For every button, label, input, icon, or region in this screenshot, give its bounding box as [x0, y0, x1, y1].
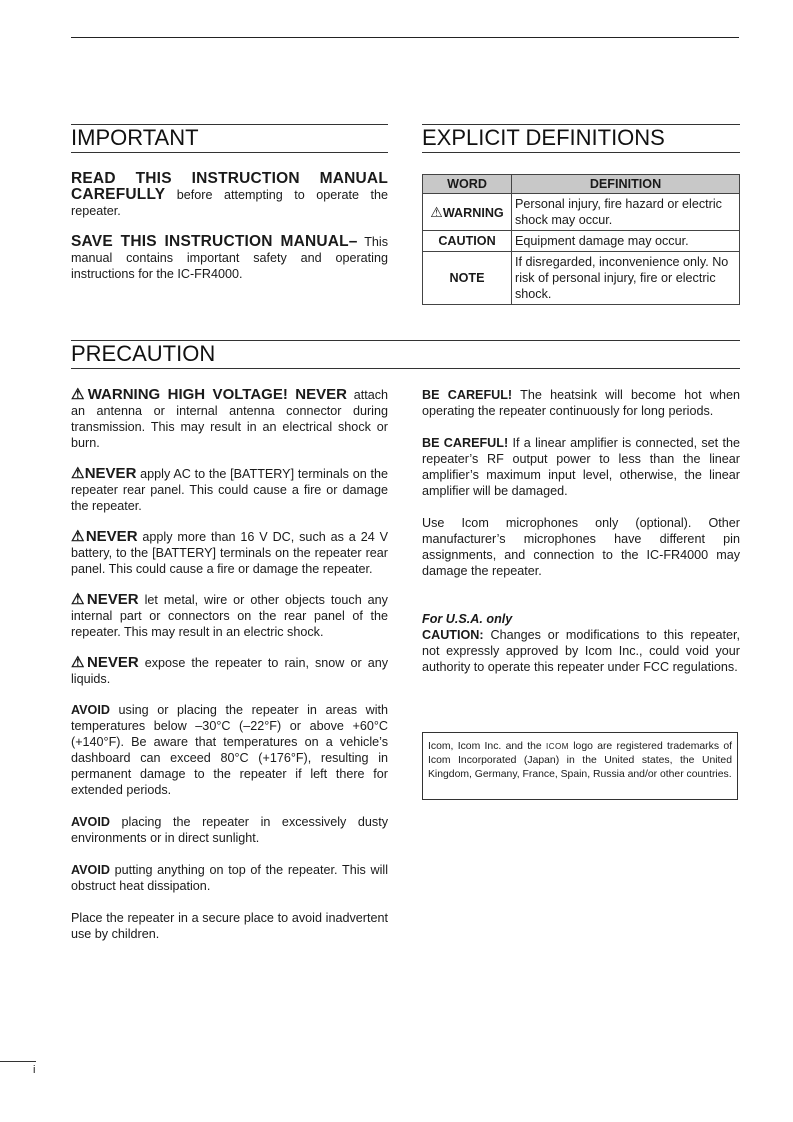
important-rule-bottom	[71, 152, 388, 153]
never-ac	[71, 466, 388, 514]
definition-warning: Personal injury, fire hazard or electric shock may occur.	[512, 194, 740, 231]
word-caution: CAUTION	[423, 231, 512, 252]
para-lead: NEVER	[85, 528, 138, 545]
careful-heatsink	[422, 387, 740, 419]
warning-high-voltage	[71, 387, 388, 451]
never-metal	[71, 592, 388, 640]
word-warning	[423, 194, 512, 231]
important-body	[71, 171, 388, 282]
para-lead: CAUTION:	[422, 628, 484, 642]
usa-caution	[422, 627, 740, 675]
footer-rule	[0, 1061, 36, 1062]
para-lead: AVOID	[71, 815, 110, 829]
para-lead: AVOID	[71, 863, 110, 877]
word-warning-label: WARNING	[442, 205, 504, 220]
table-row	[423, 194, 740, 231]
table-header-row	[423, 175, 740, 194]
para-text: apply more than 16 V DC, such as a 24 V battery, to the [BATTERY] terminals on the repeater rear panel. This could cause a fire or damage the repeater.	[71, 530, 388, 576]
para-text: expose the repeater to rain, snow or any liquids.	[71, 656, 388, 686]
save-text: This manual contains important safety and operating instructions for the IC-FR4000.	[71, 235, 388, 281]
precaution-rule-bottom	[71, 368, 740, 369]
para-text: Changes or modifications to this repeater, not expressly approved by Icom Inc., could void your authority to operate this repeater under FCC regulations.	[422, 628, 740, 674]
para-lead: BE CAREFUL!	[422, 388, 513, 402]
para-lead: NEVER	[84, 465, 137, 482]
page-number: i	[33, 1064, 36, 1076]
read-paragraph	[71, 171, 388, 219]
warning-triangle-icon: ⚠	[71, 386, 88, 403]
secure-place: Place the repeater in a secure place to avoid inadvertent use by children.	[71, 911, 388, 941]
para-lead: WARNING HIGH VOLTAGE! NEVER	[87, 386, 347, 403]
para-lead: NEVER	[86, 591, 139, 608]
para-text: The heatsink will become hot when operating the repeater continuously for long periods.	[422, 388, 740, 418]
avoid-top	[71, 862, 388, 894]
icom-logo: ICOM	[546, 742, 569, 751]
trademark-text-before: Icom, Icom Inc. and the	[428, 741, 547, 752]
warning-triangle-icon: ⚠	[430, 203, 443, 220]
read-lead: READ THIS INSTRUCTION MANUAL CAREFULLY	[71, 170, 388, 203]
trademark-box	[422, 732, 738, 800]
precaution-title: PRECAUTION	[71, 341, 216, 366]
definition-caution: Equipment damage may occur.	[512, 231, 740, 252]
para-text: using or placing the repeater in areas with temperatures below –30°C (–22°F) or above +60°C (+140°F). Be aware that temperatures on a vehicle’s dashboard can exceed 80°C (+176°F), resulting in permanent damage to the repeater if left there for extended periods.	[71, 703, 388, 797]
para-text: attach an antenna or internal antenna connector during transmission. This may result in an electrical shock or burn.	[71, 388, 388, 450]
important-rule-top	[71, 124, 388, 125]
para-text: apply AC to the [BATTERY] terminals on the repeater rear panel. This could cause a fire or damage the repeater.	[71, 467, 388, 513]
avoid-dusty	[71, 814, 388, 846]
definitions-table	[422, 174, 740, 305]
avoid-temperatures	[71, 702, 388, 798]
careful-amplifier	[422, 435, 740, 499]
table-row	[423, 252, 740, 305]
precaution-left-column	[71, 387, 388, 942]
definitions-rule-top	[422, 124, 740, 125]
para-lead: AVOID	[71, 703, 110, 717]
definition-note: If disregarded, inconvenience only. No risk of personal injury, fire or electric shock.	[512, 252, 740, 305]
precaution-right-column	[422, 387, 740, 675]
para-text: placing the repeater in excessively dusty environments or in direct sunlight.	[71, 815, 388, 845]
table-row	[423, 231, 740, 252]
usa-heading: For U.S.A. only	[422, 612, 513, 626]
header-definition: DEFINITION	[512, 175, 740, 194]
warning-triangle-icon: ⚠	[71, 591, 87, 608]
word-note: NOTE	[423, 252, 512, 305]
important-title: IMPORTANT	[71, 125, 199, 150]
para-lead: NEVER	[87, 654, 139, 671]
definitions-rule-bottom	[422, 152, 740, 153]
warning-triangle-icon: ⚠	[71, 465, 85, 482]
read-text: before attempting to operate the repeater.	[71, 188, 388, 218]
save-lead: SAVE THIS INSTRUCTION MANUAL–	[71, 233, 358, 250]
para-lead: BE CAREFUL!	[422, 436, 509, 450]
para-text: putting anything on top of the repeater. This will obstruct heat dissipation.	[71, 863, 388, 893]
warning-triangle-icon: ⚠	[71, 654, 87, 671]
warning-triangle-icon: ⚠	[71, 528, 86, 545]
header-word: WORD	[423, 175, 512, 194]
save-paragraph	[71, 234, 388, 282]
para-text: let metal, wire or other objects touch any internal part or connectors on the rear panel of the repeater. This may result in an electric shock.	[71, 593, 388, 639]
para-text: If a linear amplifier is connected, set the repeater’s RF output power to less than the linear amplifier’s maximum input level, otherwise, the linear amplifier will be damaged.	[422, 436, 740, 498]
icom-microphones: Use Icom microphones only (optional). Other manufacturer’s microphones have different pin assignments, and connection to the IC-FR4000 may damage the repeater.	[422, 516, 740, 578]
never-16v	[71, 529, 388, 577]
trademark-text-after: logo are registered trademarks of Icom Incorporated (Japan) in the United states, the United Kingdom, Germany, France, Spain, Russia and/or other countries.	[428, 741, 732, 780]
never-rain	[71, 655, 388, 687]
top-rule	[71, 37, 739, 38]
definitions-title: EXPLICIT DEFINITIONS	[422, 125, 665, 150]
